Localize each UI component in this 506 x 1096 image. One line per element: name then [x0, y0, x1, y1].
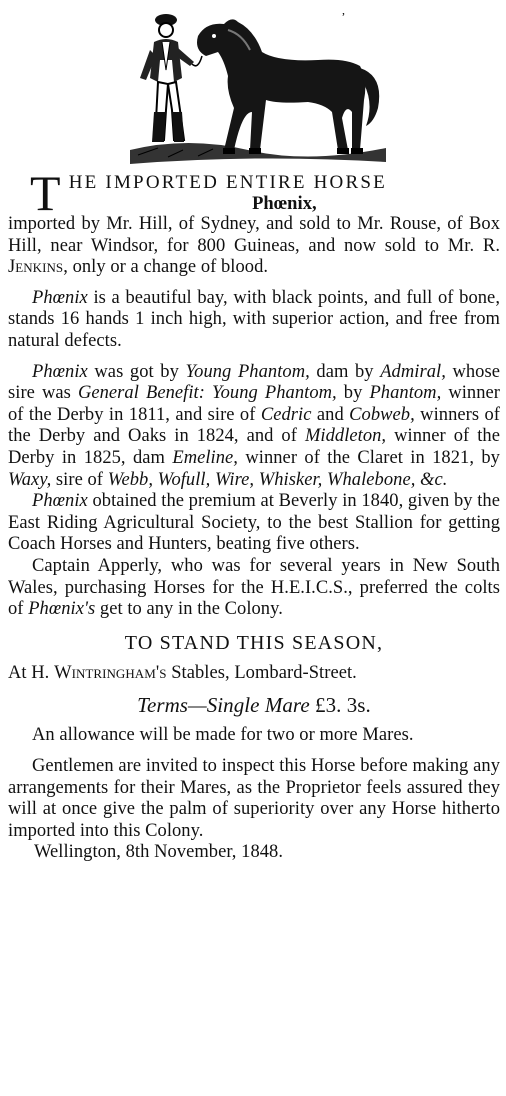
- owner-name: Wintringham's: [54, 663, 167, 684]
- intro-paragraph: [8, 214, 500, 279]
- intro-text-end: , only or a change of blood.: [63, 257, 269, 278]
- invitation-paragraph: Gentlemen are invited to inspect this Horse before making any arrangements for their Mares, as the Proprietor feels assured they will at once give the palm of superiority over any Horse hitherto imported into this Colony.: [8, 756, 500, 841]
- dateline: Wellington, 8th November, 1848.: [34, 842, 284, 863]
- location-paragraph: At H. Wintringham's Stables, Lombard-Street.: [8, 663, 357, 684]
- advertisement-text: [8, 165, 500, 864]
- allowance-paragraph: An allowance will be made for two or more Mares.: [32, 725, 414, 746]
- pedigree-paragraph: Phœnix was got by Young Phantom, dam by Admiral, whose sire was General Benefit: Young Phantom, by Phantom, winner of the Derby in 1811, and sire of Cedric and Cobweb, winners of the Derby and Oaks in 1824, and of Middleton, winner of the Derby in 1825, dam Emeline, winner of the Claret in 1821, by Waxy, sire of Webb, Wofull, Wire, Whisker, Whalebone, &c.: [8, 361, 500, 490]
- apperly-text: Captain Apperly, who was for several years in New South Wales, purchasing Horses for the H.E.I.C.S., preferred the colts of: [8, 555, 500, 620]
- description-paragraph: [8, 288, 500, 353]
- horse-name-inline: Phœnix: [32, 491, 88, 512]
- buyer-name: Jenkins: [8, 257, 64, 278]
- title-text: HE IMPORTED ENTIRE HORSE: [68, 172, 387, 193]
- horse-name-inline: Phœnix's: [28, 599, 96, 620]
- premium-paragraph: [8, 491, 500, 556]
- apperly-text-end: get to any in the Colony.: [95, 599, 283, 620]
- terms-line: [8, 692, 500, 717]
- terms-label: Terms—Single Mare: [137, 692, 310, 717]
- description-text: is a beautiful bay, with black points, and full of bone, stands 16 hands 1 inch high, with superior action, and free from natural defects.: [8, 287, 500, 351]
- apperly-paragraph: [8, 556, 500, 621]
- man-leading-horse-woodcut: [128, 0, 388, 168]
- terms-price: £3. 3s.: [309, 692, 371, 717]
- stray-mark: ,: [342, 3, 345, 17]
- horse-name: Phœnix,: [252, 194, 317, 214]
- premium-text: obtained the premium at Beverly in 1840, given by the East Riding Agricultural Society, to the best Stallion for getting Coach Horses and Hunters, beating five others.: [8, 491, 500, 555]
- horse-name-inline: Phœnix: [32, 287, 88, 308]
- drop-cap: T: [30, 165, 63, 221]
- intro-text: imported by Mr. Hill, of Sydney, and sold to Mr. Rouse, of Box Hill, near Windsor, for 800 Guineas, and now sold to Mr. R.: [8, 214, 500, 256]
- stand-heading: TO STAND THIS SEASON,: [124, 631, 384, 654]
